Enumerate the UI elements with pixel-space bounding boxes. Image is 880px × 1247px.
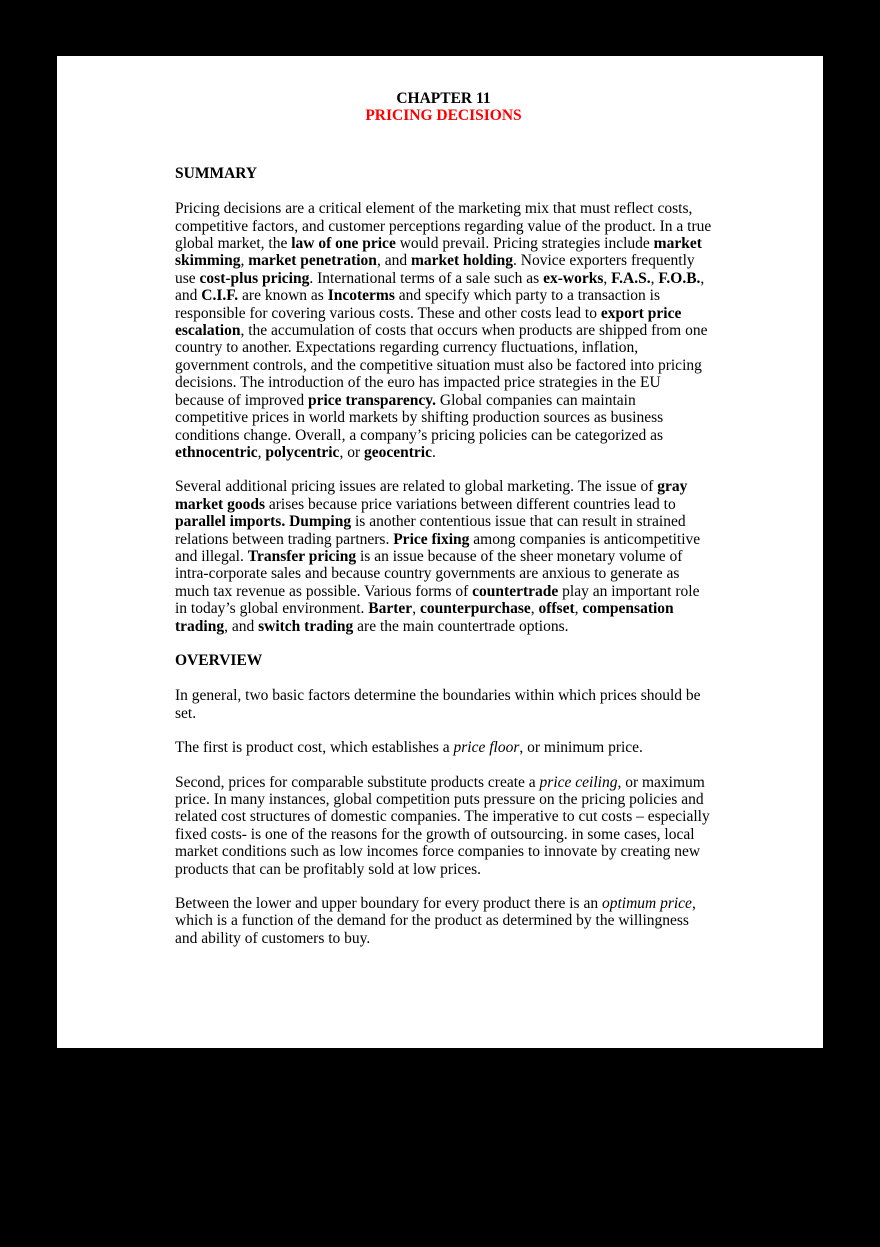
text-run: polycentric xyxy=(265,443,340,461)
overview-paragraph-1 xyxy=(175,687,712,722)
text-run: price ceiling xyxy=(539,773,618,791)
text-run: Several additional pricing issues are related to global marketing. The issue of xyxy=(175,478,658,496)
text-run: , and xyxy=(175,269,705,305)
text-run: , xyxy=(603,269,612,287)
text-run: , xyxy=(240,252,249,270)
document-content xyxy=(175,90,712,947)
text-run: Pricing decisions are a critical element of the marketing mix that must reflect costs, competitive factors, and customer perceptions regarding value of the product. In a true global market, the xyxy=(175,200,712,253)
text-run: , xyxy=(650,269,659,287)
text-run: and specify which party to a transaction is responsible for covering various costs. These and other costs lead to xyxy=(175,287,661,322)
text-run: ex-works xyxy=(543,269,604,287)
text-run: Global companies can maintain competitive prices in world markets by shifting production sources as business conditions change. Overall, a company’s pricing policies can be categorized as xyxy=(175,391,664,444)
text-run: Incoterms xyxy=(327,287,395,305)
text-run: , or xyxy=(339,443,364,461)
text-run: switch trading xyxy=(258,617,354,635)
text-run: In general, two basic factors determine the boundaries within which prices should be set. xyxy=(175,687,701,722)
text-run: price floor xyxy=(453,739,520,757)
text-run: Between the lower and upper boundary for every product there is an xyxy=(175,895,602,913)
document-page xyxy=(57,56,823,1048)
text-run: gray market goods xyxy=(175,478,688,513)
summary-paragraph-2 xyxy=(175,478,712,635)
text-run: , or minimum price. xyxy=(519,739,643,757)
text-run: . xyxy=(431,443,436,461)
text-run: countertrade xyxy=(472,582,559,600)
text-run: Second, prices for comparable substitute products create a xyxy=(175,773,540,791)
summary-paragraph-1 xyxy=(175,200,712,461)
text-run: , xyxy=(257,443,266,461)
text-run: SUMMARY xyxy=(175,164,258,182)
text-run: play an important role in today’s global environment. xyxy=(175,582,700,618)
text-run: , the accumulation of costs that occurs when products are shipped from one country to another. Expectations regarding currency fluctuations, inflation, government controls, and the competitive situation must also be factored into pricing decisions. The introduction of the euro has impacted price strategies in the EU because of improved xyxy=(175,322,708,409)
chapter-title xyxy=(175,90,712,107)
text-run: geocentric xyxy=(363,443,432,461)
text-run: CHAPTER 11 xyxy=(396,90,491,107)
text-run: among companies is anticompetitive and illegal. xyxy=(175,530,701,565)
text-run: would prevail. Pricing strategies include xyxy=(395,235,654,253)
text-run: law of one price xyxy=(291,235,396,253)
text-run: market skimming xyxy=(175,235,702,270)
overview-paragraph-4 xyxy=(175,895,712,947)
text-run: , xyxy=(412,600,420,618)
text-run: cost-plus pricing xyxy=(199,269,310,287)
text-run: market penetration xyxy=(248,252,377,270)
text-run: ethnocentric xyxy=(175,443,258,461)
text-run: are known as xyxy=(238,287,328,305)
text-run: Transfer pricing xyxy=(247,547,357,565)
overview-heading xyxy=(175,652,712,669)
text-run: The first is product cost, which establishes a xyxy=(175,739,454,757)
text-run: is another contentious issue that can result in strained relations between trading partners. xyxy=(175,513,686,548)
chapter-subtitle xyxy=(175,107,712,124)
text-run: arises because price variations between different countries lead to xyxy=(264,495,676,513)
text-run: , and xyxy=(376,252,411,270)
summary-heading xyxy=(175,165,712,182)
text-run: OVERVIEW xyxy=(175,651,263,669)
text-run: market holding xyxy=(410,252,514,270)
text-run: , and xyxy=(224,617,259,635)
text-run: Price fixing xyxy=(393,530,470,548)
overview-paragraph-2 xyxy=(175,739,712,756)
text-run: are the main countertrade options. xyxy=(353,617,569,635)
overview-paragraph-3 xyxy=(175,774,712,878)
text-run: , xyxy=(574,600,583,618)
text-run: F.O.B. xyxy=(658,269,701,287)
text-run: . Novice exporters frequently use xyxy=(175,252,695,287)
text-run: . International terms of a sale such as xyxy=(309,269,544,287)
text-run: counterpurchase xyxy=(419,600,531,618)
text-run: Barter xyxy=(368,600,413,618)
text-run: F.A.S. xyxy=(611,269,651,287)
text-run: price transparency. xyxy=(308,391,437,409)
text-run: export price escalation xyxy=(175,304,682,340)
text-run: optimum price xyxy=(601,895,692,913)
text-run: PRICING DECISIONS xyxy=(365,107,522,125)
text-run: , xyxy=(530,600,539,618)
text-run: , which is a function of the demand for the product as determined by the willingness and ability of customers to buy. xyxy=(175,895,696,947)
text-run: compensation trading xyxy=(175,600,674,635)
text-run: , or maximum price. In many instances, global competition puts pressure on the pricing policies and related cost structures of domestic companies. The imperative to cut costs – especially fixed costs- is one of the reasons for the growth of outsourcing. in some cases, local market conditions such as low incomes force companies to innovate by creating new products that can be profitably sold at low prices. xyxy=(175,773,710,878)
text-run: is an issue because of the sheer monetary volume of intra-corporate sales and because country governments are anxious to generate as much tax revenue as possible. Various forms of xyxy=(175,547,683,600)
text-run: parallel imports. Dumping xyxy=(175,513,352,531)
text-run: C.I.F. xyxy=(201,287,239,305)
text-run: offset xyxy=(538,600,575,618)
